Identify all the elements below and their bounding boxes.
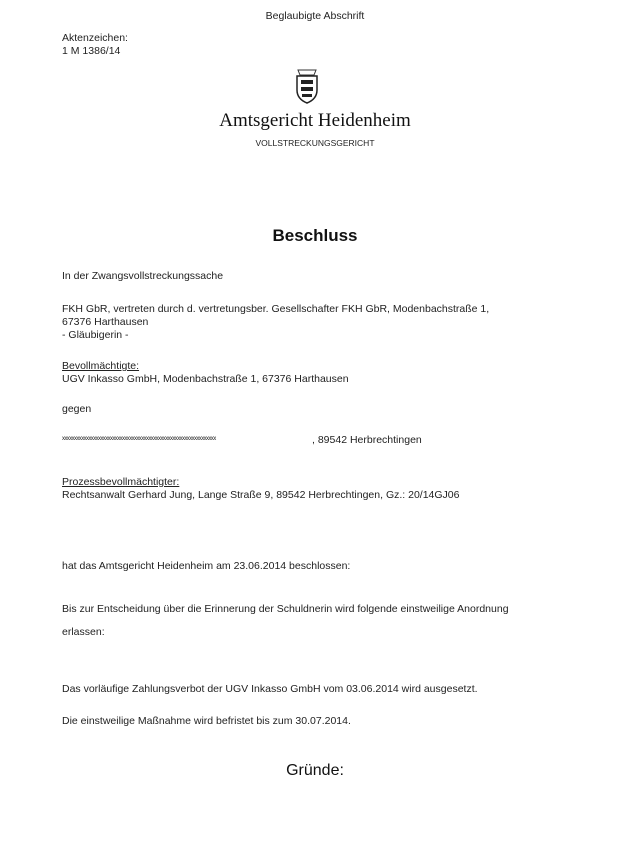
- decision-text: hat das Amtsgericht Heidenheim am 23.06.2014 beschlossen:: [62, 560, 351, 572]
- debtor-place: , 89542 Herbrechtingen: [312, 434, 422, 446]
- creditor-line: FKH GbR, vertreten durch d. vertretungsber. Gesellschafter FKH GbR, Modenbachstraße 1,: [62, 303, 490, 315]
- suspension-text: Das vorläufige Zahlungsverbot der UGV Inkasso GmbH vom 03.06.2014 wird ausgesetzt.: [62, 683, 478, 695]
- creditor-city: 67376 Harthausen: [62, 316, 149, 328]
- agent-text: UGV Inkasso GmbH, Modenbachstraße 1, 67376 Harthausen: [62, 373, 349, 385]
- debtor-redacted: xxxxxxxxxxxxxxxxxxxxxxxxxxxxxxxxxxxxxxxxxxxxxxxxxxxxxxxxxxxxxxxx: [62, 436, 216, 442]
- order-line: Bis zur Entscheidung über die Erinnerung der Schuldnerin wird folgende einstweilige Anordnung: [62, 603, 509, 615]
- counsel-text: Rechtsanwalt Gerhard Jung, Lange Straße 9, 89542 Herbrechtingen, Gz.: 20/14GJ06: [62, 489, 460, 501]
- file-label: Aktenzeichen:: [62, 32, 128, 44]
- copy-note: Beglaubigte Abschrift: [265, 10, 365, 22]
- against-text: gegen: [62, 403, 92, 415]
- creditor-role: - Gläubigerin -: [62, 329, 129, 341]
- court-division: VOLLSTRECKUNGSGERICHT: [255, 138, 375, 148]
- order-line-end: erlassen:: [62, 626, 105, 638]
- intro-text: In der Zwangsvollstreckungssache: [62, 270, 224, 282]
- court-name: Amtsgericht Heidenheim: [219, 110, 411, 131]
- document-title: Beschluss: [272, 226, 358, 245]
- deadline-text: Die einstweilige Maßnahme wird befristet bis zum 30.07.2014.: [62, 715, 351, 727]
- counsel-label: Prozessbevollmächtigter:: [62, 476, 180, 488]
- agent-label: Bevollmächtigte:: [62, 360, 140, 372]
- reasons-heading: Gründe:: [286, 762, 344, 779]
- coat-of-arms-icon: [294, 68, 320, 104]
- file-number: 1 M 1386/14: [62, 45, 121, 57]
